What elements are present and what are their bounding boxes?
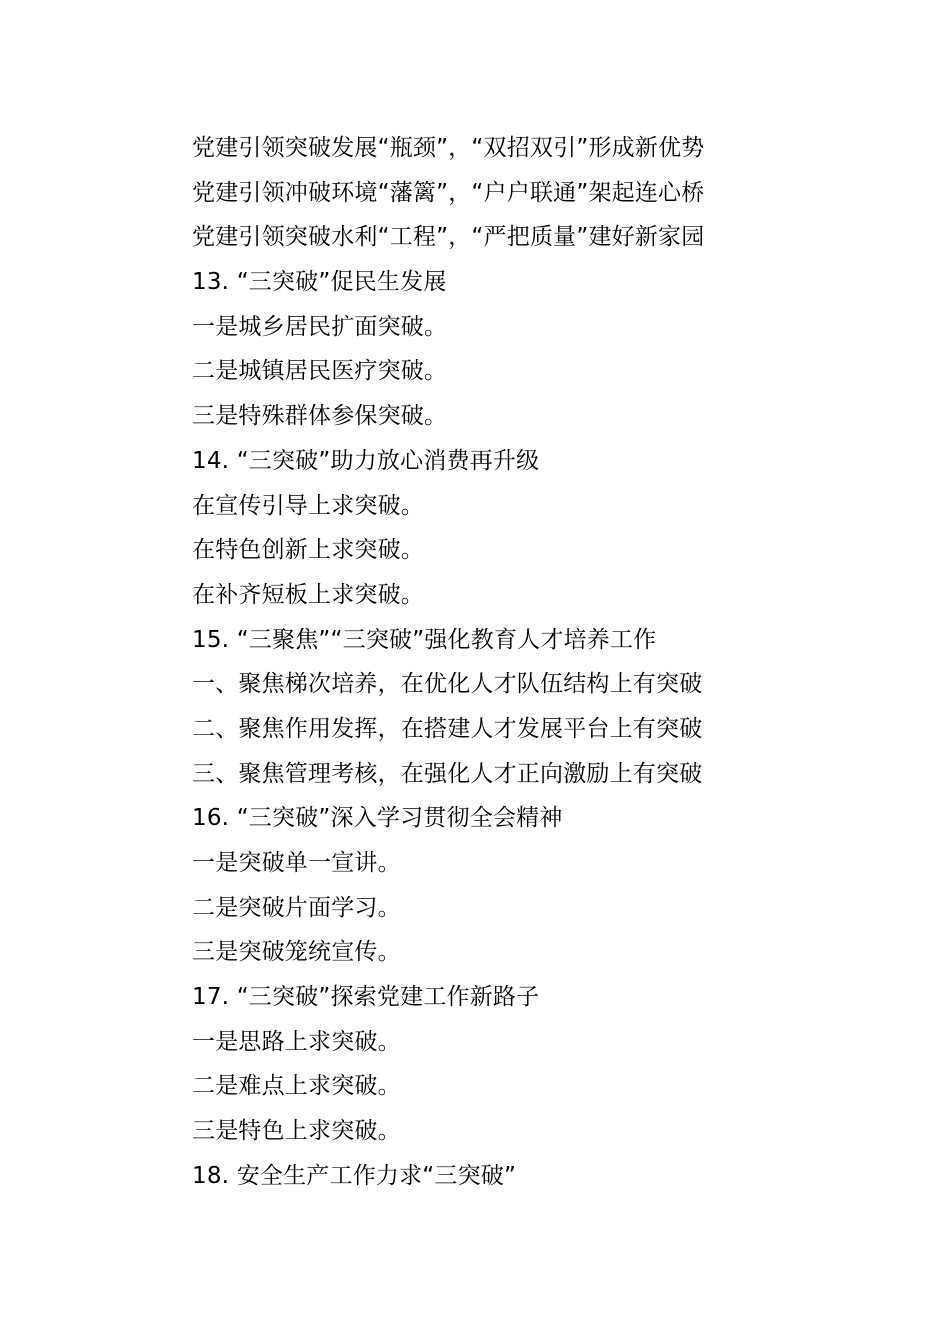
- text-line: 二是难点上求突破。: [192, 1073, 401, 1100]
- text-line: 党建引领突破发展“瓶颈”，“双招双引”形成新优势: [192, 135, 705, 161]
- text-line: 一是思路上求突破。: [192, 1028, 401, 1055]
- text-line: 一、聚焦梯次培养，在优化人才队伍结构上有突破: [192, 671, 703, 698]
- text-line: 二是城镇居民医疗突破。: [192, 358, 448, 385]
- section-heading: 17. “三突破”探索党建工作新路子: [192, 984, 540, 1011]
- text-line: 一是城乡居民扩面突破。: [192, 313, 448, 340]
- section-heading: 18. 安全生产工作力求“三突破”: [192, 1162, 517, 1189]
- document-body: [192, 126, 792, 1199]
- section-heading: 13. “三突破”促民生发展: [192, 269, 447, 296]
- text-line: 二是突破片面学习。: [192, 894, 401, 921]
- text-line: 三、聚焦管理考核，在强化人才正向激励上有突破: [192, 760, 703, 787]
- text-line: 党建引领冲破环境“藩篱”，“户户联通”架起连心桥: [192, 179, 705, 206]
- text-line: 在补齐短板上求突破。: [192, 581, 424, 608]
- section-heading: 14. “三突破”助力放心消费再升级: [192, 447, 540, 474]
- section-heading: 15. “三聚焦”“三突破”强化教育人才培养工作: [192, 626, 657, 653]
- text-line: 三是特色上求突破。: [192, 1118, 401, 1145]
- section-heading: 16. “三突破”深入学习贯彻全会精神: [192, 805, 563, 832]
- text-line: 一是突破单一宣讲。: [192, 850, 401, 876]
- text-line: 党建引领突破水利“工程”，“严把质量”建好新家园: [192, 224, 705, 251]
- text-line: 三是突破笼统宣传。: [192, 939, 401, 966]
- text-line: 三是特殊群体参保突破。: [192, 403, 448, 430]
- text-line: 二、聚焦作用发挥，在搭建人才发展平台上有突破: [192, 715, 703, 742]
- text-line: 在宣传引导上求突破。: [192, 492, 424, 519]
- text-line: 在特色创新上求突破。: [192, 537, 424, 564]
